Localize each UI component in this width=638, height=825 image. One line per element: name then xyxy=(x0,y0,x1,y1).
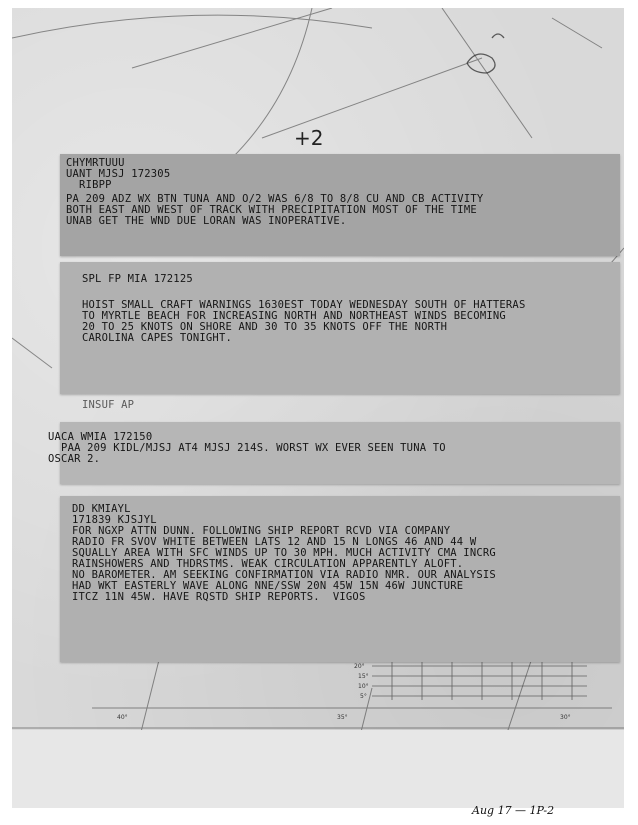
handwritten-note: Aug 17 — 1P-2 xyxy=(472,804,555,817)
lat-label: 5° xyxy=(360,693,367,700)
strip-line: HAD WKT EASTERLY WAVE ALONG NNE/SSW 20N 45W 15N 46W JUNCTURE xyxy=(72,580,464,592)
lat-label: 10° xyxy=(358,683,369,690)
strip-line: OSCAR 2. xyxy=(48,453,101,465)
strip-line: SPL FP MIA 172125 xyxy=(82,273,193,285)
teletype-strip-small-craft-warning xyxy=(60,262,620,394)
strip-line: 171839 KJSJYL xyxy=(72,514,157,526)
lat-label: 20° xyxy=(354,663,365,670)
strip-line: PA 209 ADZ WX BTN TUNA AND O/2 WAS 6/8 TO 8/8 CU AND CB ACTIVITY xyxy=(66,193,484,205)
strip-line: UANT MJSJ 172305 xyxy=(66,168,171,180)
strip-line: BOTH EAST AND WEST OF TRACK WITH PRECIPITATION MOST OF THE TIME xyxy=(66,204,477,216)
strip-line: NO BAROMETER. AM SEEKING CONFIRMATION VIA RADIO NMR. OUR ANALYSIS xyxy=(72,569,496,581)
long-label: 30° xyxy=(560,714,571,721)
strip-footer: INSUF AP xyxy=(82,399,135,411)
plotting-grid xyxy=(352,658,592,718)
bottom-margin xyxy=(12,730,624,808)
strip-line: TO MYRTLE BEACH FOR INCREASING NORTH AND NORTHEAST WINDS BECOMING xyxy=(82,310,506,322)
teletype-strip-ship-report xyxy=(60,496,620,662)
strip-line: PAA 209 KIDL/MJSJ AT4 MJSJ 214S. WORST WX EVER SEEN TUNA TO xyxy=(48,442,446,454)
strip-line: ITCZ 11N 45W. HAVE RQSTD SHIP REPORTS. VIGOS xyxy=(72,591,366,603)
strip-line: CAROLINA CAPES TONIGHT. xyxy=(82,332,232,344)
plot-position-mark: +2 xyxy=(294,126,324,150)
long-label: 35° xyxy=(337,714,348,721)
teletype-strip-pirep xyxy=(60,154,620,256)
lat-label: 15° xyxy=(358,673,369,680)
teletype-strip-worst-wx xyxy=(48,422,620,484)
strip-line: CHYMRTUUU xyxy=(66,157,125,169)
strip-line: 20 TO 25 KNOTS ON SHORE AND 30 TO 35 KNOTS OFF THE NORTH xyxy=(82,321,448,333)
strip-line: RAINSHOWERS AND THDRSTMS. WEAK CIRCULATION APPARENTLY ALOFT. xyxy=(72,558,464,570)
strip-line: FOR NGXP ATTN DUNN. FOLLOWING SHIP REPORT RCVD VIA COMPANY xyxy=(72,525,451,537)
strip-line: RIBPP xyxy=(66,179,112,191)
strip-line: UACA WMIA 172150 xyxy=(48,431,153,443)
strip-line: SQUALLY AREA WITH SFC WINDS UP TO 30 MPH. MUCH ACTIVITY CMA INCRG xyxy=(72,547,496,559)
strip-line: DD KMIAYL xyxy=(72,503,131,515)
long-label: 40° xyxy=(117,714,128,721)
document-sheet xyxy=(12,8,624,808)
strip-line: UNAB GET THE WND DUE LORAN WAS INOPERATIVE. xyxy=(66,215,347,227)
strip-line: HOIST SMALL CRAFT WARNINGS 1630EST TODAY WEDNESDAY SOUTH OF HATTERAS xyxy=(82,299,526,311)
strip-line: RADIO FR SVOV WHITE BETWEEN LATS 12 AND 15 N LONGS 46 AND 44 W xyxy=(72,536,477,548)
